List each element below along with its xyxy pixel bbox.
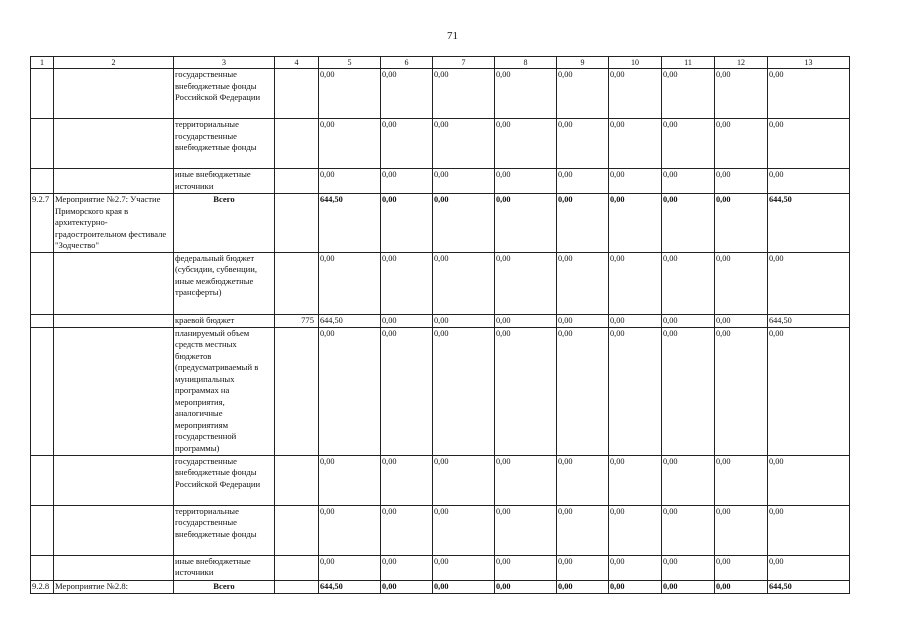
header-cell: 10	[609, 57, 662, 69]
measure-name	[54, 327, 174, 455]
measure-name	[54, 252, 174, 314]
value-cell: 0,00	[715, 194, 768, 253]
value-cell: 0,00	[609, 252, 662, 314]
value-cell: 0,00	[433, 194, 495, 253]
value-cell: 0,00	[768, 555, 850, 580]
code-cell	[275, 252, 319, 314]
value-cell: 0,00	[495, 555, 557, 580]
value-cell: 0,00	[319, 555, 381, 580]
code-cell	[275, 69, 319, 119]
value-cell: 0,00	[557, 314, 609, 327]
table-row	[31, 169, 850, 194]
value-cell: 0,00	[715, 314, 768, 327]
value-cell: 0,00	[715, 580, 768, 593]
value-cell: 0,00	[319, 69, 381, 119]
value-cell: 0,00	[557, 505, 609, 555]
value-cell: 0,00	[433, 314, 495, 327]
value-cell: 0,00	[715, 327, 768, 455]
header-cell: 4	[275, 57, 319, 69]
measure-name	[54, 119, 174, 169]
value-cell: 0,00	[557, 555, 609, 580]
value-cell: 0,00	[495, 69, 557, 119]
row-number	[31, 69, 54, 119]
value-cell: 644,50	[768, 580, 850, 593]
table-row	[31, 327, 850, 455]
row-number	[31, 119, 54, 169]
row-number	[31, 327, 54, 455]
budget-table	[30, 56, 850, 594]
value-cell: 644,50	[768, 314, 850, 327]
table-row	[31, 69, 850, 119]
row-number	[31, 505, 54, 555]
value-cell: 0,00	[662, 169, 715, 194]
table-row	[31, 505, 850, 555]
row-number	[31, 252, 54, 314]
value-cell: 0,00	[715, 505, 768, 555]
value-cell: 0,00	[495, 314, 557, 327]
table-row	[31, 555, 850, 580]
code-cell	[275, 580, 319, 593]
value-cell: 0,00	[557, 455, 609, 505]
header-cell: 9	[557, 57, 609, 69]
measure-name	[54, 555, 174, 580]
value-cell: 0,00	[662, 555, 715, 580]
funding-source: федеральный бюджет (субсидии, субвенции, иные межбюджетные трансферты)	[174, 252, 275, 314]
value-cell: 0,00	[381, 555, 433, 580]
table-row	[31, 314, 850, 327]
value-cell: 0,00	[662, 252, 715, 314]
value-cell: 0,00	[609, 314, 662, 327]
header-cell: 5	[319, 57, 381, 69]
table-row	[31, 252, 850, 314]
value-cell: 0,00	[557, 252, 609, 314]
value-cell: 644,50	[319, 194, 381, 253]
header-cell: 1	[31, 57, 54, 69]
value-cell: 0,00	[662, 314, 715, 327]
value-cell: 0,00	[557, 69, 609, 119]
value-cell: 0,00	[715, 119, 768, 169]
value-cell: 0,00	[495, 119, 557, 169]
value-cell: 0,00	[557, 194, 609, 253]
code-cell	[275, 505, 319, 555]
code-cell	[275, 119, 319, 169]
value-cell: 0,00	[557, 119, 609, 169]
measure-name	[54, 69, 174, 119]
row-number	[31, 555, 54, 580]
value-cell: 0,00	[609, 69, 662, 119]
value-cell: 0,00	[715, 555, 768, 580]
value-cell: 0,00	[609, 194, 662, 253]
header-cell: 7	[433, 57, 495, 69]
value-cell: 0,00	[433, 327, 495, 455]
value-cell: 0,00	[495, 327, 557, 455]
value-cell: 0,00	[768, 327, 850, 455]
table-row	[31, 455, 850, 505]
value-cell: 0,00	[319, 252, 381, 314]
value-cell: 0,00	[433, 555, 495, 580]
row-number: 9.2.8	[31, 580, 54, 593]
value-cell: 644,50	[768, 194, 850, 253]
table-row	[31, 119, 850, 169]
funding-source: иные внебюджетные источники	[174, 555, 275, 580]
header-row	[31, 57, 850, 69]
value-cell: 0,00	[433, 69, 495, 119]
code-cell	[275, 555, 319, 580]
value-cell: 0,00	[319, 327, 381, 455]
funding-source: планируемый объем средств местных бюджетов (предусматриваемый в муниципальных программах на мероприятия, аналогичные мероприятиям государственной программы)	[174, 327, 275, 455]
value-cell: 0,00	[319, 505, 381, 555]
value-cell: 0,00	[662, 455, 715, 505]
value-cell: 0,00	[768, 455, 850, 505]
value-cell: 0,00	[715, 169, 768, 194]
value-cell: 0,00	[609, 455, 662, 505]
value-cell: 0,00	[557, 169, 609, 194]
row-number: 9.2.7	[31, 194, 54, 253]
value-cell: 0,00	[609, 580, 662, 593]
value-cell: 0,00	[495, 580, 557, 593]
measure-name	[54, 505, 174, 555]
page-number: 71	[447, 30, 458, 42]
funding-source: государственные внебюджетные фонды Российской Федерации	[174, 69, 275, 119]
value-cell: 0,00	[557, 327, 609, 455]
header-cell: 3	[174, 57, 275, 69]
measure-name: Мероприятие №2.7: Участие Приморского края в архитектурно-градостроительном фестивале "Зодчество"	[54, 194, 174, 253]
value-cell: 0,00	[557, 580, 609, 593]
header-cell: 8	[495, 57, 557, 69]
value-cell: 0,00	[715, 252, 768, 314]
value-cell: 0,00	[381, 505, 433, 555]
value-cell: 0,00	[609, 169, 662, 194]
value-cell: 0,00	[662, 69, 715, 119]
value-cell: 0,00	[662, 327, 715, 455]
value-cell: 0,00	[662, 194, 715, 253]
code-cell: 775	[275, 314, 319, 327]
row-number	[31, 314, 54, 327]
value-cell: 0,00	[495, 169, 557, 194]
value-cell: 0,00	[381, 314, 433, 327]
value-cell: 0,00	[768, 252, 850, 314]
value-cell: 0,00	[381, 580, 433, 593]
code-cell	[275, 194, 319, 253]
funding-source: Всего	[174, 580, 275, 593]
value-cell: 0,00	[381, 194, 433, 253]
value-cell: 0,00	[381, 119, 433, 169]
funding-source: иные внебюджетные источники	[174, 169, 275, 194]
value-cell: 0,00	[381, 252, 433, 314]
value-cell: 0,00	[433, 252, 495, 314]
header-cell: 6	[381, 57, 433, 69]
value-cell: 0,00	[768, 119, 850, 169]
value-cell: 0,00	[609, 327, 662, 455]
value-cell: 0,00	[662, 580, 715, 593]
funding-source: территориальные государственные внебюджетные фонды	[174, 505, 275, 555]
value-cell: 0,00	[433, 580, 495, 593]
value-cell: 0,00	[319, 455, 381, 505]
value-cell: 0,00	[768, 169, 850, 194]
value-cell: 0,00	[319, 169, 381, 194]
funding-source: территориальные государственные внебюджетные фонды	[174, 119, 275, 169]
value-cell: 0,00	[715, 455, 768, 505]
value-cell: 0,00	[609, 119, 662, 169]
value-cell: 0,00	[319, 119, 381, 169]
value-cell: 0,00	[381, 69, 433, 119]
code-cell	[275, 455, 319, 505]
value-cell: 0,00	[609, 505, 662, 555]
measure-name	[54, 314, 174, 327]
value-cell: 0,00	[495, 455, 557, 505]
row-number	[31, 169, 54, 194]
value-cell: 0,00	[433, 505, 495, 555]
measure-name: Мероприятие №2.8:	[54, 580, 174, 593]
funding-source: государственные внебюджетные фонды Российской Федерации	[174, 455, 275, 505]
header-cell: 11	[662, 57, 715, 69]
value-cell: 0,00	[433, 169, 495, 194]
value-cell: 644,50	[319, 314, 381, 327]
value-cell: 0,00	[381, 455, 433, 505]
table-row	[31, 580, 850, 593]
funding-source: краевой бюджет	[174, 314, 275, 327]
value-cell: 644,50	[319, 580, 381, 593]
value-cell: 0,00	[381, 169, 433, 194]
code-cell	[275, 169, 319, 194]
value-cell: 0,00	[433, 119, 495, 169]
header-cell: 13	[768, 57, 850, 69]
funding-source: Всего	[174, 194, 275, 253]
measure-name	[54, 455, 174, 505]
value-cell: 0,00	[662, 505, 715, 555]
code-cell	[275, 327, 319, 455]
row-number	[31, 455, 54, 505]
value-cell: 0,00	[768, 69, 850, 119]
value-cell: 0,00	[495, 252, 557, 314]
measure-name	[54, 169, 174, 194]
value-cell: 0,00	[715, 69, 768, 119]
value-cell: 0,00	[768, 505, 850, 555]
header-cell: 12	[715, 57, 768, 69]
value-cell: 0,00	[609, 555, 662, 580]
table-row	[31, 194, 850, 253]
header-cell: 2	[54, 57, 174, 69]
value-cell: 0,00	[495, 505, 557, 555]
value-cell: 0,00	[495, 194, 557, 253]
value-cell: 0,00	[433, 455, 495, 505]
value-cell: 0,00	[662, 119, 715, 169]
value-cell: 0,00	[381, 327, 433, 455]
